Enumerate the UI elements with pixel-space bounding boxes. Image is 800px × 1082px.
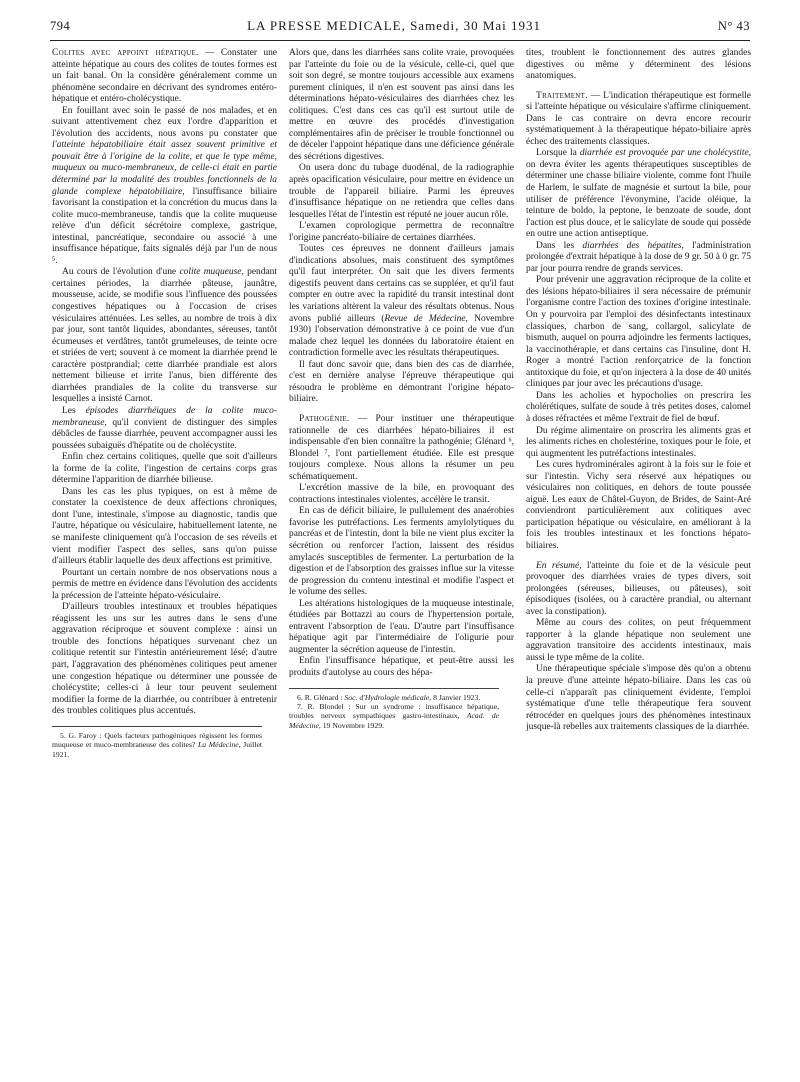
paragraph: Dans les cas les plus typiques, on est à même de constater la coexistence de deux affections chroniques, dont l'une, intestinale, s'impose au diagnostic, tandis que l'autre, hépatique ou vésiculaire, habituellement latente, ne se manifeste cliniquement qu'à l'occasion de ses réveils et vient modifier l'aspect des selles, sans qu'on puisse d'ailleurs établir laquelle des deux affections est primitive.	[52, 486, 277, 567]
page-header	[50, 18, 750, 36]
paragraph: L'excrétion massive de la bile, en provoquant des contractions intestinales violentes, accélère le transit.	[289, 483, 514, 505]
page-number: 794	[50, 19, 71, 33]
paragraph: Alors que, dans les diarrhées sans colite vraie, provoquées par l'atteinte du foie ou de la vésicule, celle-ci, quel que soit son degré, se montre toujours accessible aux examens purement cliniques, il n'en est souvent pas ainsi dans les déterminations hépato-vésiculaires des diarrhées chez les colitiques. C'est dans ces cas qu'il est surtout utile de mettre en œuvre des procédés d'investigation complémentaires afin de préciser le trouble fonctionnel ou de déceler l'appoint hépatique dans une déficience générale des sécrétions digestives.	[289, 48, 514, 162]
paragraph: Les altérations histologiques de la muqueuse intestinale, étudiées par Bottazzi au cours de l'hypertension portale, entravent l'absorption de l'eau. D'autre part l'insuffisance hépatique agit par l'intermédiaire de l'oligurie pour augmenter la sécrétion aqueuse de l'intestin.	[289, 598, 514, 655]
paragraph: Toutes ces épreuves ne donnent d'ailleurs jamais d'indications absolues, mais constituent des symptômes qu'il faut interpréter. On sait que les divers ferments digestifs peuvent dans certains cas se suppléer, et qu'il faut compter en outre avec la rapidité du transit intestinal dont les variations altèrent la valeur des résultats obtenus. Nous avons publié ailleurs (Revue de Médecine, Novembre 1930) l'observation démonstrative à ce point de vue d'un malade chez lequel les données du laboratoire étaient en contradiction formelle avec les résultats thérapeutiques.	[289, 244, 514, 359]
section-heading: Colites avec appoint hépatique.	[52, 48, 199, 58]
paragraph: Les épisodes diarrhéiques de la colite muco-membraneuse, qu'il convient de distinguer des simples débâcles de fausse diarrhée, peuvent accompagner aussi les poussées subaiguës d'hépatite ou de cholécystite.	[52, 405, 277, 451]
section-heading: Pathogénie.	[299, 413, 350, 424]
footnotes	[289, 688, 499, 731]
paragraph: Au cours de l'évolution d'une colite muqueuse, pendant certaines périodes, la diarrhée pâteuse, jaunâtre, mousseuse, acide, se modifie sous l'influence des poussées congestives hépatiques ou à l'occasion de crises vésiculaires atténuées. Les selles, au nombre de trois à dix par jour, sont tantôt liquides, abondantes, séreuses, tantôt écumeuses et verdâtres, tantôt grumeleuses, de teinte ocre et striées de vert; souvent à ce moment la diarrhée prend le caractère postprandial; cette diarrhée prandiale est alors nettement bilieuse et irrite l'anus, bien différente des diarrhées prandiales de la colite du transverse sur lesquelles a insisté Carnot.	[52, 267, 277, 405]
paragraph: Pourtant un certain nombre de nos observations nous a permis de mettre en évidence dans l'évolution des accidents la précession de l'atteinte hépato-vésiculaire.	[52, 567, 277, 601]
paragraph: D'ailleurs troubles intestinaux et troubles hépatiques réagissent les uns sur les autres dans le sens d'une aggravation réciproque et souvent complexe : ainsi un trouble des fonctions hépatiques survenant chez un colitique retentit sur l'intestin antérieurement lésé; d'autre part, l'aggravation des phénomènes colitiques peut amener une congestion hépatique ou déterminer une poussée de cholécystite; celles-ci à leur tour peuvent seulement modifier la forme de la diarrhée, ou contribuer à entretenir des troubles colitiques plus accentués.	[52, 602, 277, 717]
column-2	[289, 48, 514, 730]
paragraph: tites, troublent le fonctionnement des autres glandes digestives ou même y déterminent des lésions anatomiques.	[526, 48, 751, 82]
journal-title: LA PRESSE MEDICALE, Samedi, 30 Mai 1931	[247, 18, 542, 33]
paragraph: L'examen coprologique permettra de reconnaître l'origine pancréato-biliaire de certaines diarrhées.	[289, 221, 514, 243]
header-rule	[50, 40, 750, 41]
footnote-7: 7. R. Blondel : Sur un syndrome : insuffisance hépatique, troubles nerveux sympathiques gastro-intestinaux, Acad. de Médecine, 19 Novembre 1929.	[289, 701, 499, 730]
paragraph: Traitement. — L'indication thérapeutique est formelle si l'atteinte hépatique ou vésiculaire s'affirme cliniquement. Dans le cas contraire on devra encore recourir systématiquement à la thérapeutique hépato-biliaire après échec des traitements classiques.	[526, 90, 751, 147]
paragraph: En cas de déficit biliaire, le pullulement des anaérobies favorise les putréfactions. Les ferments amylolytiques du pancréas et de l'intestin, dont la bile ne vient plus exciter la sécrétion ou renforcer l'action, laissent des résidus amylacés susceptibles de fermenter. La perturbation de la digestion et de l'absorption des graisses influe sur la vitesse de progression du contenu intestinal et modifie l'aspect et le volume des selles.	[289, 506, 514, 598]
footnotes	[52, 726, 262, 759]
footnote-5: 5. G. Faroy : Quels facteurs pathogéniques régissent les formes muqueuse et muco-membraneuse des colites? La Médecine, Juillet 1921.	[52, 730, 262, 759]
section-heading: Traitement.	[536, 90, 588, 101]
paragraph: Même au cours des colites, on peut fréquemment rapporter à la glande hépatique non seulement une aggravation transitoire des accidents intestinaux, mais aussi le type même de la colite.	[526, 618, 751, 663]
paragraph: Une thérapeutique spéciale s'impose dès qu'on a obtenu la preuve d'une atteinte hépato-biliaire. Dans les cas où celle-ci n'apparaît pas cliniquement évidente, l'emploi systématique d'une telle thérapeutique fera souvent rétrocéder en quelques jours des phénomènes intestinaux jusque-là rebelles aux traitements classiques de la diarrhée.	[526, 664, 751, 733]
paragraph: Les cures hydrominérales agiront à la fois sur le foie et sur l'intestin. Vichy sera réservé aux hépatiques ou vésiculaires non colitiques, en dehors de toute poussée aiguë. Les eaux de Châtel-Guyon, de Brides, de Saint-Aré conviendront particulièrement aux colitiques avec participation hépatique ou vésiculaire, en améliorant à la fois les troubles intestinaux et les fonctions hépato-biliaires.	[526, 460, 751, 551]
footnote-6: 6. R. Glénard : Soc. d'Hydrologie médicale, 8 Janvier 1923.	[297, 692, 481, 702]
paragraph: Colites avec appoint hépatique. — Constater une atteinte hépatique au cours des colites de toutes formes est un fait banal. On la considère généralement comme un phénomène secondaire en décrivant des syndromes entéro-hépatique et entéro-cholécystique.	[52, 48, 277, 105]
paragraph: Il faut donc savoir que, dans bien des cas de diarrhée, c'est en dernière analyse l'épreuve thérapeutique qui résoudra le problème en démontrant l'origine hépato-biliaire.	[289, 359, 514, 405]
paragraph: Dans les diarrhées des hépatites, l'administration prolongée d'extrait hépatique à la dose de 9 gr. 50 à 0 gr. 75 par jour pourra rendre de grands services.	[526, 240, 751, 274]
column-3	[526, 48, 751, 734]
paragraph: Enfin chez certains colitiques, quelle que soit d'ailleurs la forme de la colite, l'ingestion de certains corps gras détermine l'apparition de diarrhée bilieuse.	[52, 452, 277, 486]
paragraph: Lorsque la diarrhée est provoquée par une cholécystite, on devra éviter les agents thérapeutiques susceptibles de déterminer une chasse biliaire violente, comme font l'huile de Harlem, le sulfate de magnésie et surtout la bile, pour utiliser de préférence l'évonymine, l'acide oléique, la teinture de boldo, la peptone, le benzoate de soude, dont l'action est plus douce, et le salicylate de soude qui possède en outre une action antiseptique.	[526, 148, 751, 240]
paragraph: Pour prévenir une aggravation réciproque de la colite et des lésions hépato-biliaires il sera nécessaire de prémunir l'organisme contre l'action des toxines d'origine intestinale. On y pourvoira par l'emploi des désinfectants intestinaux classiques, charbon de sang, collargol, salicylate de bismuth, auquel on pourra adjoindre les ferments lactiques, la vaccinothérapie, et dans certains cas l'insuline, dont H. Roger a montré l'action renforçatrice de la fonction antitoxique du foie, et qu'on injectera à la dose de 40 unités cliniques par jour avec les précautions d'usage.	[526, 275, 751, 390]
paragraph: En résumé, l'atteinte du foie et de la vésicule peut provoquer des diarrhées vraies de types divers, soit prolongées (séreuses, bilieuses, ou pâteuses), soit épisodiques (isolées, ou à caractère prandial, ou alternant avec la constipation).	[526, 560, 751, 617]
paragraph: On usera donc du tubage duodénal, de la radiographie après opacification vésiculaire, pour mettre en évidence un trouble de l'appareil biliaire. Parmi les épreuves d'insuffisance hépatique on ne retiendra que celles dans lesquelles l'état de l'intestin est réputé ne jouer aucun rôle.	[289, 163, 514, 220]
paragraph: En fouillant avec soin le passé de nos malades, et en suivant attentivement chez eux l'ordre d'apparition et l'évolution des accidents, nous avons pu constater que l'atteinte hépatobiliaire était assez souvent primitive et pouvait être à l'origine de la colite, et que le type même, muqueux ou muco-membraneux, de celle-ci était en partie déterminé par la modalité des troubles fonctionnels de la glande complexe hépatobiliaire, l'insuffisance biliaire favorisant la constipation et la concrétion du mucus dans la colite muco-membraneuse, tandis que la colite muqueuse relève d'un déficit sécrétoire complexe, gastrique, intestinal, pancréatique, secondaire ou associé à une insuffisance hépatique, faits signalés déjà par l'un de nous ⁵.	[52, 105, 277, 266]
column-1	[52, 48, 277, 759]
issue-number: N° 43	[717, 19, 750, 33]
paragraph: Du régime alimentaire on proscrira les aliments gras et les aliments riches en cholestérine, toxiques pour le foie, et qui augmentent les putréfactions intestinales.	[526, 425, 751, 459]
paragraph: Enfin l'insuffisance hépatique, et peut-être aussi les produits d'autolyse au cours des hépa-	[289, 656, 514, 678]
paragraph: Pathogénie. — Pour instituer une thérapeutique rationnelle de ces diarrhées hépato-biliaires il est indispensable d'en bien connaître la pathogénie; Glénard ⁶, Blondel ⁷, l'ont partiellement étudiée. Elle est presque toujours complexe. Nous allons la résumer un peu schématiquement.	[289, 413, 514, 482]
paragraph: Dans les acholies et hypocholies on prescrira les cholérétiques, sulfate de soude à très petites doses, calomel à doses réfractées et même l'extrait de fiel de bœuf.	[526, 390, 751, 424]
